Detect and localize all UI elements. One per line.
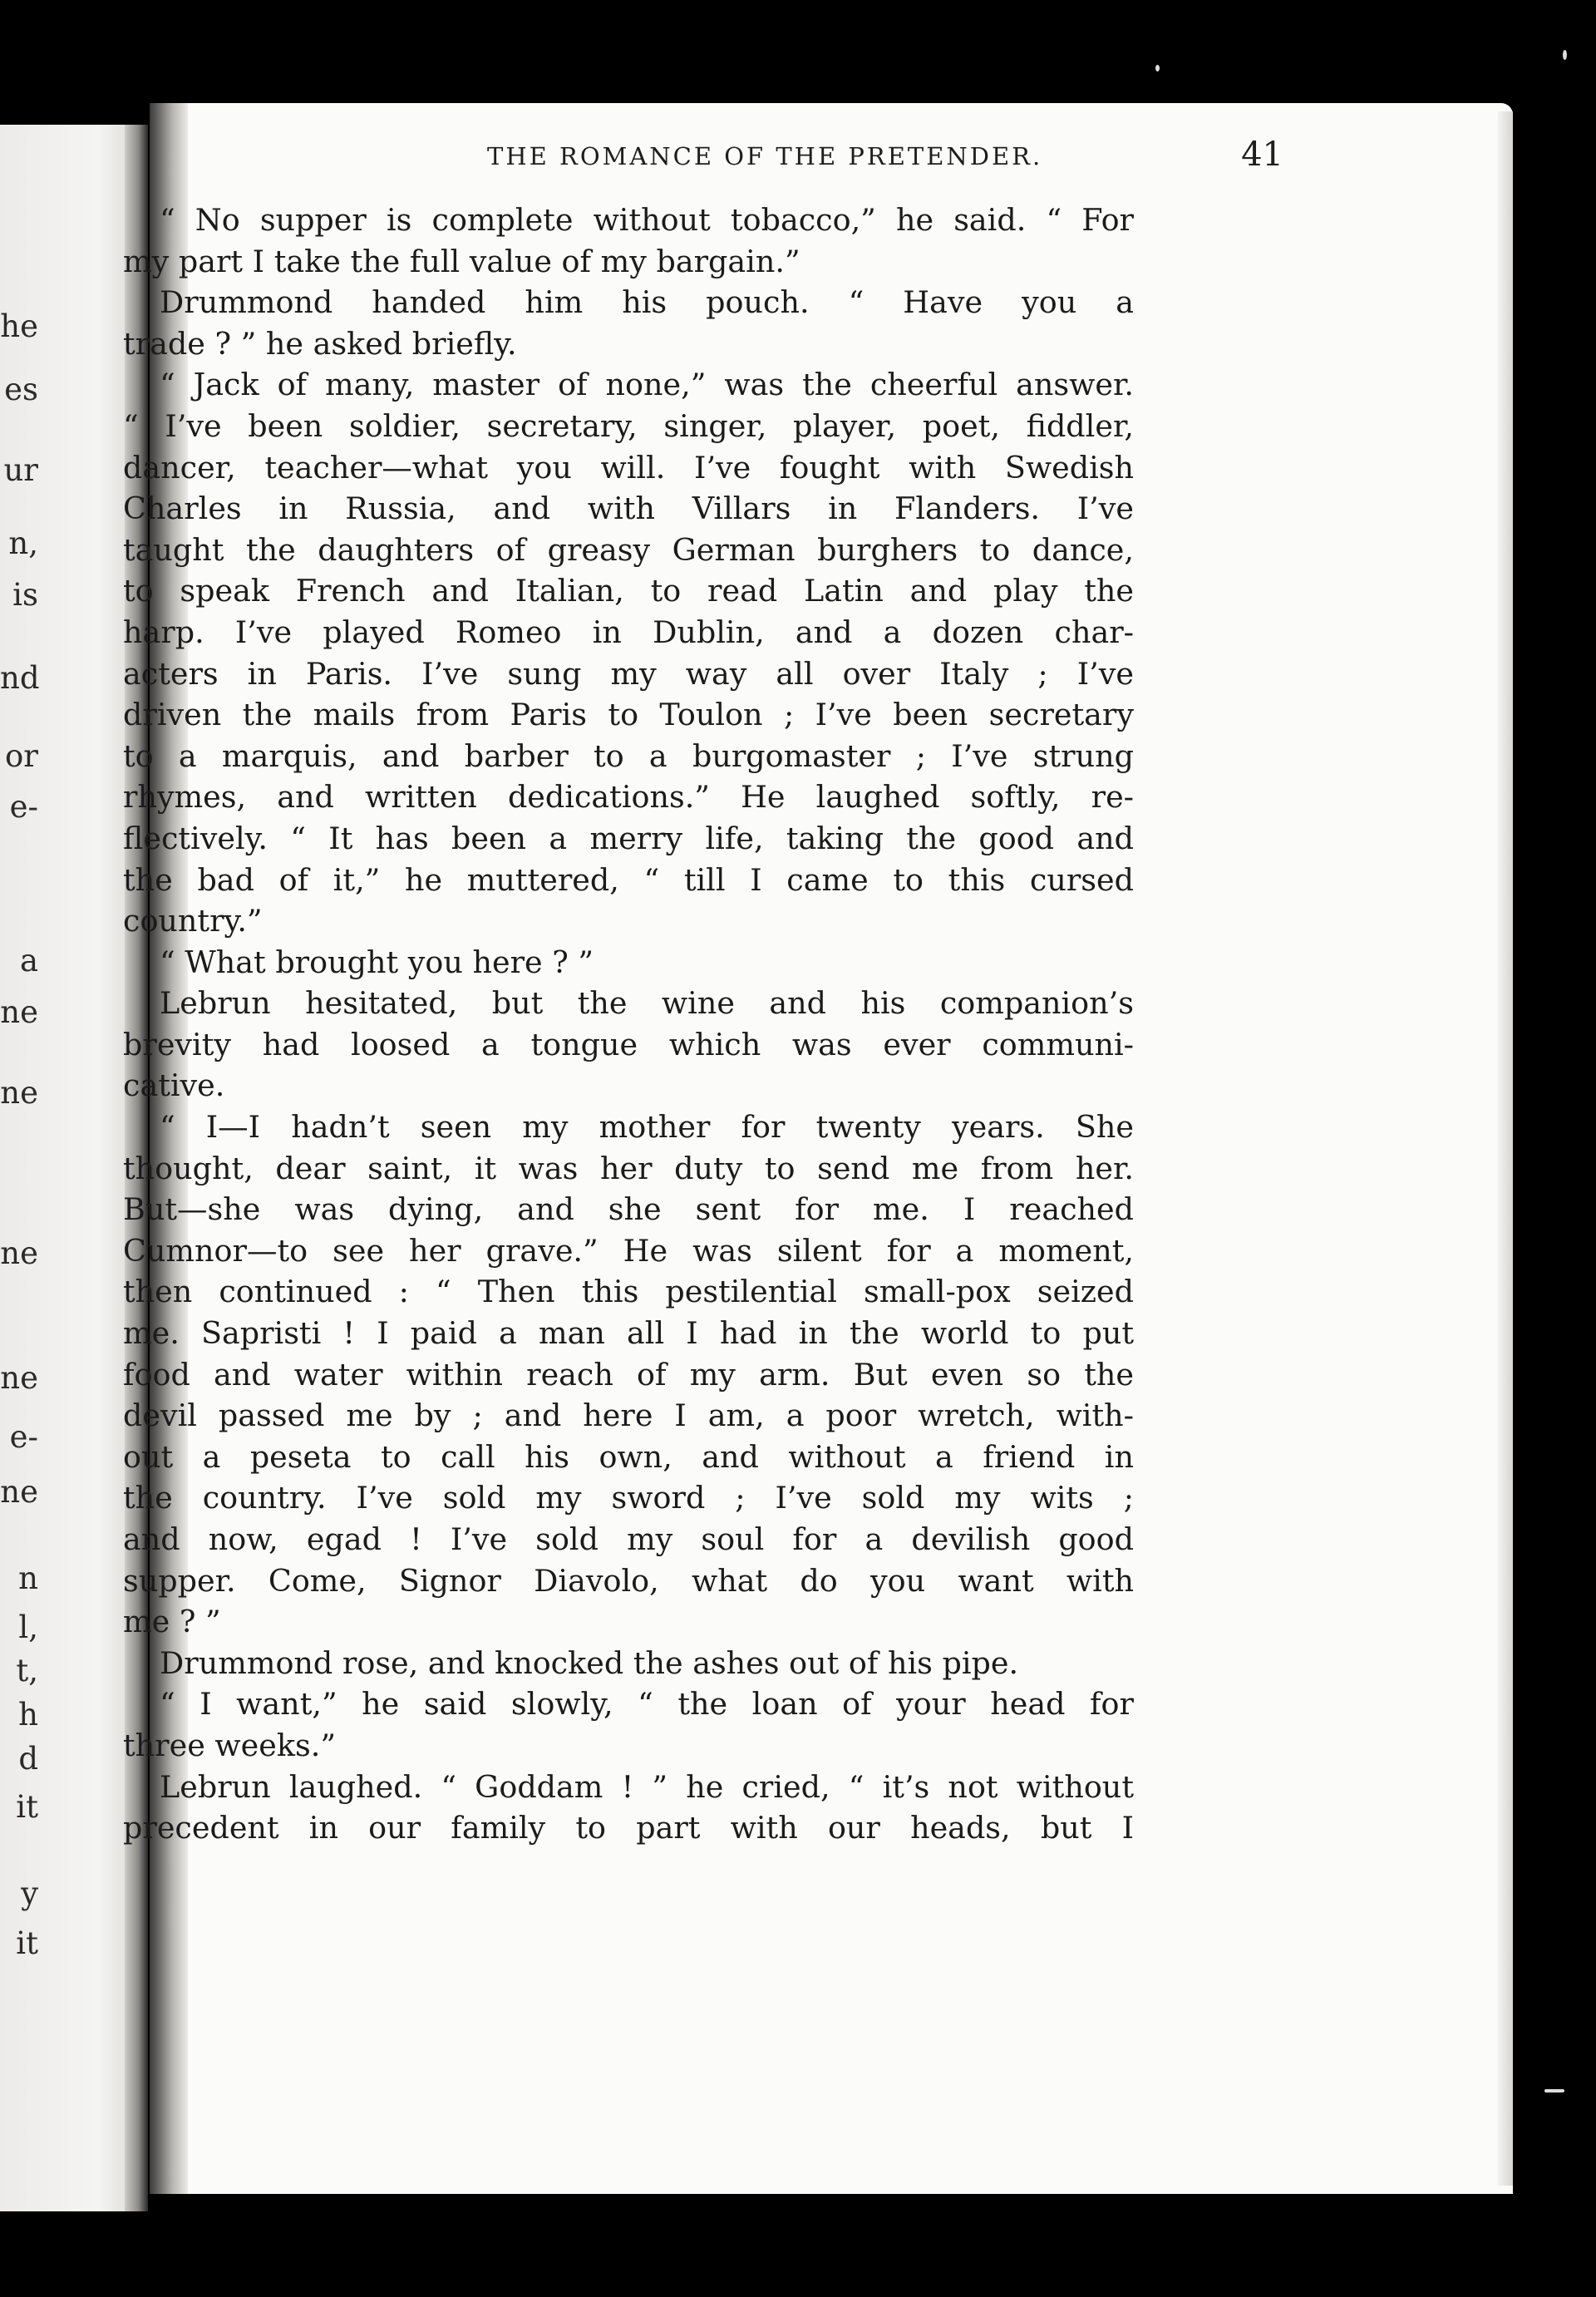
dust-speck [1563, 50, 1567, 60]
text-line: thought, dear saint, it was her duty to send me from her. [123, 1150, 1134, 1186]
text-line: dancer, teacher—what you will. I’ve fought with Swedish [123, 449, 1134, 486]
text-line: “ I—I hadn’t seen my mother for twenty years. She [160, 1109, 1134, 1146]
left-page-fragment: n [18, 1560, 38, 1597]
text-line: precedent in our family to part with our heads, but I [123, 1810, 1134, 1846]
text-line: out a peseta to call his own, and without a friend in [123, 1438, 1134, 1475]
left-page-fragment: or [5, 737, 38, 774]
left-page-fragment: y [21, 1876, 38, 1912]
running-head: THE ROMANCE OF THE PRETENDER. [487, 142, 1043, 170]
dust-speck [1155, 65, 1160, 71]
text-line: acters in Paris. I’ve sung my way all over Italy ; I’ve [123, 655, 1134, 692]
text-line: Lebrun hesitated, but the wine and his companion’s [160, 985, 1134, 1022]
left-page-fragment: it [16, 1789, 38, 1826]
text-line: “ I’ve been soldier, secretary, singer, player, poet, fiddler, [123, 407, 1134, 444]
text-line: brevity had loosed a tongue which was ever communi- [123, 1026, 1134, 1062]
text-line: me. Sapristi ! I paid a man all I had in the world to put [123, 1315, 1134, 1352]
text-line: trade ? ” he asked briefly. [123, 325, 517, 362]
text-line: Charles in Russia, and with Villars in Flanders. I’ve [123, 490, 1134, 527]
left-page-fragment: l, [18, 1609, 38, 1645]
left-page-fragment: e- [9, 1418, 38, 1455]
left-page-fragment: is [12, 576, 38, 613]
text-line: But—she was dying, and she sent for me. I reached [123, 1191, 1134, 1228]
left-page-fragment: es [4, 372, 38, 408]
left-page-fragment: a [19, 943, 38, 979]
text-line: the bad of it,” he muttered, “ till I came to this cursed [123, 861, 1134, 898]
body-text [123, 200, 1134, 1849]
text-line: “ What brought you here ? ” [160, 944, 594, 980]
text-line: Lebrun laughed. “ Goddam ! ” he cried, “ it’s not without [160, 1768, 1134, 1805]
page-number: 41 [1241, 136, 1283, 174]
text-line: the country. I’ve sold my sword ; I’ve sold my wits ; [123, 1480, 1134, 1516]
left-page-fragment: he [0, 308, 38, 345]
text-line: Cumnor—to see her grave.” He was silent for a moment, [123, 1232, 1134, 1269]
left-page-fragment: d [18, 1741, 38, 1777]
text-line: Drummond rose, and knocked the ashes out of his pipe. [160, 1644, 1019, 1681]
text-line: my part I take the full value of my bargain.” [123, 243, 800, 279]
left-page-fragment: ne [0, 1360, 38, 1397]
left-page-fragment: e- [9, 789, 38, 826]
text-line: Drummond handed him his pouch. “ Have you a [160, 284, 1134, 321]
text-line: to a marquis, and barber to a burgomaster ; I’ve strung [123, 737, 1134, 774]
left-page-fragment: h [18, 1697, 38, 1733]
text-line: “ No supper is complete without tobacco,” he said. “ For [160, 202, 1134, 238]
text-line: “ Jack of many, master of none,” was the cheerful answer. [160, 367, 1134, 403]
left-page-fragment: ne [0, 1235, 38, 1272]
left-page-fragment: t, [16, 1653, 38, 1689]
left-page-fragment: it [16, 1925, 38, 1961]
left-page-fragment: ne [0, 1074, 38, 1111]
left-page-fragment: ne [0, 993, 38, 1030]
text-line: supper. Come, Signor Diavolo, what do you want with [123, 1562, 1134, 1599]
text-line: food and water within reach of my arm. But even so the [123, 1356, 1134, 1392]
text-line: taught the daughters of greasy German burghers to dance, [123, 531, 1134, 568]
text-line: country.” [123, 903, 263, 939]
text-line: flectively. “ It has been a merry life, taking the good and [123, 820, 1134, 856]
text-line: three weeks.” [123, 1727, 336, 1763]
text-line: then continued : “ Then this pestilential small-pox seized [123, 1274, 1134, 1310]
text-line: driven the mails from Paris to Toulon ; I’ve been secretary [123, 697, 1134, 733]
text-line: to speak French and Italian, to read Latin and play the [123, 573, 1134, 609]
left-page-fragment: ne [0, 1474, 38, 1511]
page-edge [1498, 111, 1513, 2186]
left-facing-page [0, 125, 141, 2211]
text-line: cative. [123, 1067, 225, 1104]
dust-speck [1544, 2089, 1564, 2092]
left-page-fragment: nd [0, 660, 40, 697]
left-page-fragment: n, [8, 525, 38, 562]
text-line: harp. I’ve played Romeo in Dublin, and a dozen char- [123, 614, 1134, 650]
text-line: devil passed me by ; and here I am, a poor wretch, with- [123, 1397, 1134, 1434]
text-line: “ I want,” he said slowly, “ the loan of your head for [160, 1686, 1134, 1723]
text-line: rhymes, and written dedications.” He laughed softly, re- [123, 779, 1134, 816]
page-header [337, 129, 1283, 179]
text-line: me ? ” [123, 1604, 221, 1640]
left-page-fragment: ur [3, 452, 38, 489]
text-line: and now, egad ! I’ve sold my soul for a devilish good [123, 1521, 1134, 1557]
